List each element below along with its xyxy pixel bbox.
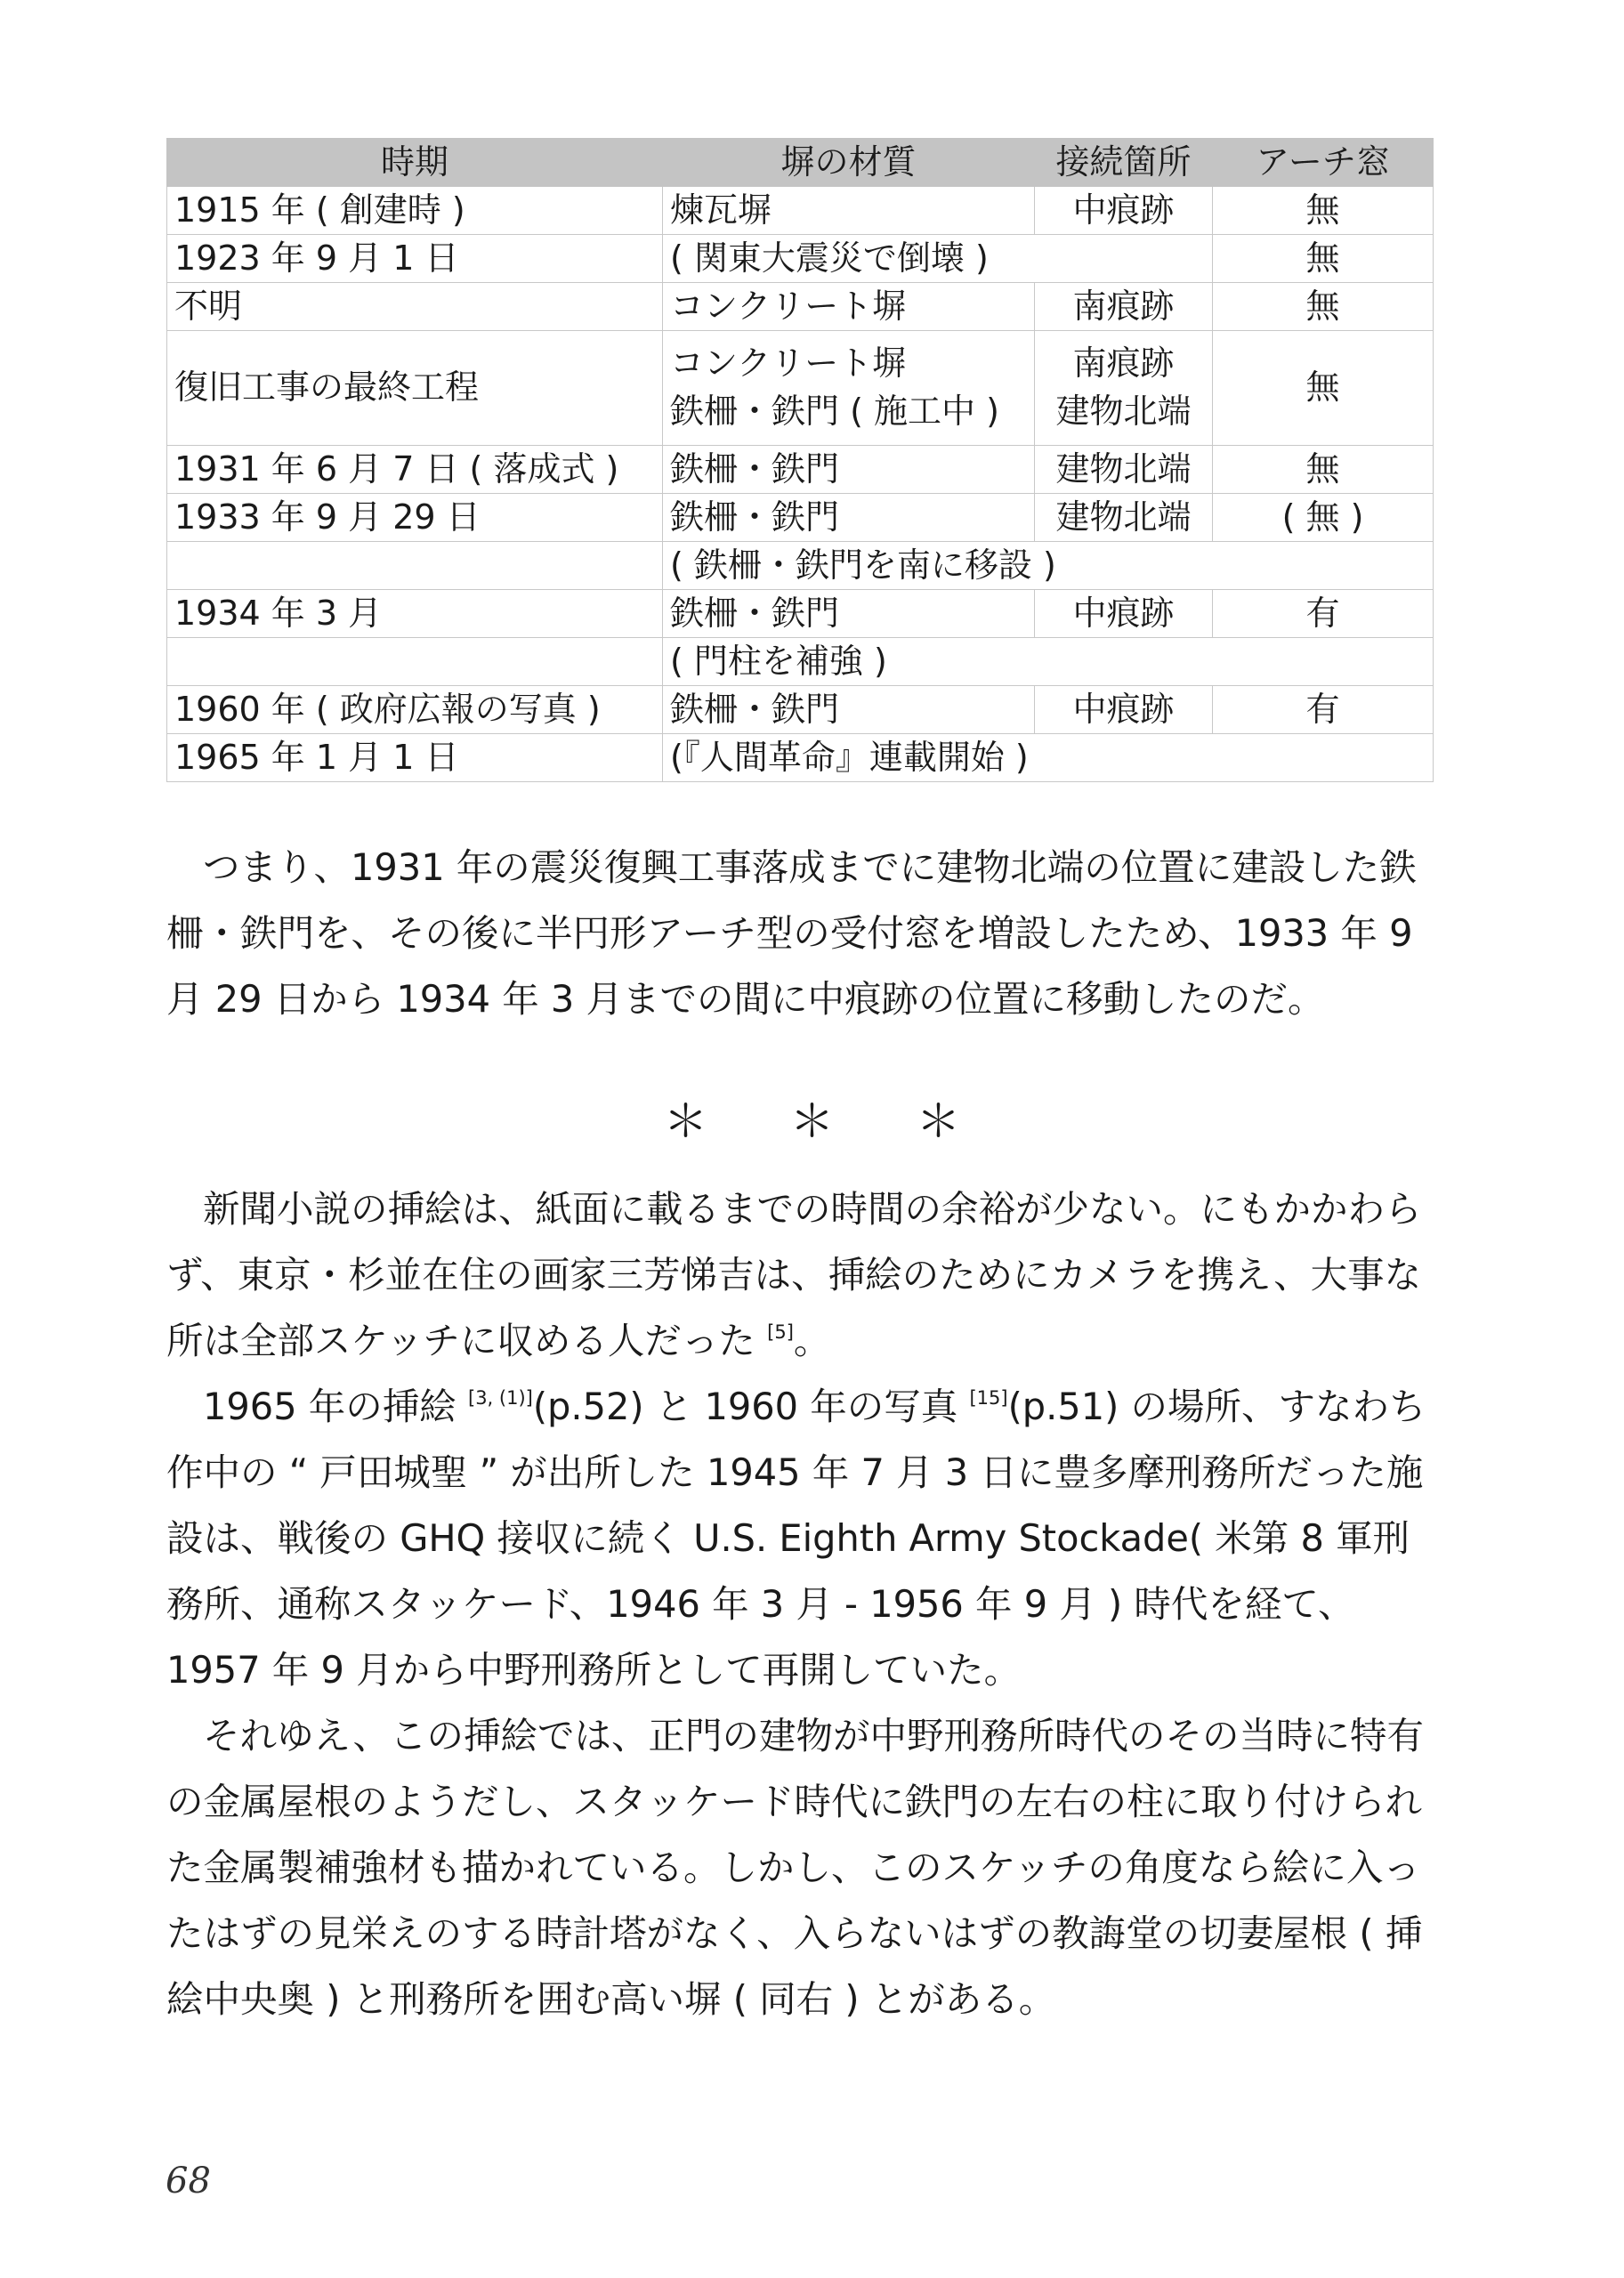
cell-connection-line: 南痕跡	[1072, 343, 1175, 384]
table-row	[167, 638, 1434, 686]
cell-material: 鉄柵・鉄門	[663, 590, 1035, 638]
cell-material: 鉄柵・鉄門	[663, 446, 1035, 494]
body-text	[166, 1176, 1433, 2032]
paragraph-text: (p.52) と 1960 年の写真	[532, 1385, 970, 1428]
paragraph-text: 1965 年の挿絵	[203, 1385, 468, 1428]
cell-connection-stack	[1042, 343, 1205, 432]
cell-material: コンクリート塀	[663, 283, 1035, 331]
summary-section	[166, 835, 1433, 1032]
cell-period: 1931 年 6 月 7 日 ( 落成式 )	[167, 446, 663, 494]
asterisk: ＊	[916, 1095, 961, 1147]
cell-arch: 無	[1213, 331, 1434, 446]
table-row	[167, 686, 1434, 734]
cell-connection: 南痕跡	[1035, 283, 1213, 331]
cell-connection: 中痕跡	[1035, 686, 1213, 734]
cell-note: (『人間革命』連載開始 )	[663, 734, 1434, 782]
cell-arch: 無	[1213, 283, 1434, 331]
citation: [15]	[969, 1387, 1008, 1409]
asterisk: ＊	[663, 1095, 708, 1147]
cell-arch: 有	[1213, 590, 1434, 638]
section-divider	[0, 1086, 1624, 1150]
summary-paragraph: つまり、1931 年の震災復興工事落成までに建物北端の位置に建設した鉄柵・鉄門を、その後に半円形アーチ型の受付窓を増設したため、1933 年 9 月 29 日から 1934 年 3 月までの間に中痕跡の位置に移動したのだ。	[166, 845, 1417, 1021]
cell-material-stack	[670, 343, 1027, 432]
cell-connection: 中痕跡	[1035, 590, 1213, 638]
header-material: 塀の材質	[663, 139, 1035, 187]
table-header-row	[167, 139, 1434, 187]
asterisk: ＊	[789, 1095, 835, 1147]
cell-material-line: コンクリート塀	[670, 343, 907, 384]
cell-connection: 建物北端	[1035, 446, 1213, 494]
cell-material: 鉄柵・鉄門	[663, 686, 1035, 734]
cell-period: 1915 年 ( 創建時 )	[167, 187, 663, 235]
cell-period: 1965 年 1 月 1 日	[167, 734, 663, 782]
header-connection: 接続箇所	[1035, 139, 1213, 187]
cell-connection	[1035, 331, 1213, 446]
table-row	[167, 446, 1434, 494]
cell-arch: 無	[1213, 446, 1434, 494]
header-period: 時期	[167, 139, 663, 187]
cell-period: 不明	[167, 283, 663, 331]
cell-material: 煉瓦塀	[663, 187, 1035, 235]
table-row	[167, 494, 1434, 542]
cell-period: 1933 年 9 月 29 日	[167, 494, 663, 542]
header-arch-window: アーチ窓	[1213, 139, 1434, 187]
cell-connection-line: 建物北端	[1055, 392, 1192, 431]
citation: [3, (1)]	[468, 1387, 533, 1409]
paragraph-text: (p.51) の場所、すなわち作中の “ 戸田城聖 ” が出所した 1945 年 7 月 3 日に豊多摩刑務所だった施設は、戦後の GHQ 接収に続く U.S. Eighth Army Stockade( 米第 8 軍刑務所、通称スタッケード、1946 年 3 月 - 1956 年 9 月 ) 時代を経て、1957 年 9 月から中野刑務所として再開していた。	[166, 1385, 1426, 1692]
table-row	[167, 590, 1434, 638]
cell-period: 1960 年 ( 政府広報の写真 )	[167, 686, 663, 734]
cell-material: 鉄柵・鉄門	[663, 494, 1035, 542]
cell-material	[663, 331, 1035, 446]
cell-arch: 無	[1213, 187, 1434, 235]
cell-note: ( 鉄柵・鉄門を南に移設 )	[663, 542, 1434, 590]
paragraph-text: 。	[793, 1319, 831, 1362]
cell-connection: 中痕跡	[1035, 187, 1213, 235]
cell-period: 1923 年 9 月 1 日	[167, 235, 663, 283]
table-row	[167, 235, 1434, 283]
table-row	[167, 734, 1434, 782]
cell-period-empty	[167, 638, 663, 686]
cell-period: 1934 年 3 月	[167, 590, 663, 638]
paragraph	[166, 1176, 1433, 1374]
cell-period: 復旧工事の最終工程	[167, 331, 663, 446]
paragraph: それゆえ、この挿絵では、正門の建物が中野刑務所時代のその当時に特有の金属屋根のようだし、スタッケード時代に鉄門の左右の柱に取り付けられた金属製補強材も描かれている。しかし、このスケッチの角度なら絵に入ったはずの見栄えのする時計塔がなく、入らないはずの教誨堂の切妻屋根 ( 挿絵中央奥 ) と刑務所を囲む高い塀 ( 同右 ) とがある。	[166, 1714, 1424, 2021]
paragraph	[166, 1374, 1433, 1703]
cell-arch: 無	[1213, 235, 1434, 283]
table-row	[167, 187, 1434, 235]
table-row	[167, 283, 1434, 331]
cell-period-empty	[167, 542, 663, 590]
cell-material-line: 鉄柵・鉄門 ( 施工中 )	[670, 392, 999, 431]
cell-connection: 建物北端	[1035, 494, 1213, 542]
page-number: 68	[166, 2161, 211, 2201]
table-row	[167, 542, 1434, 590]
cell-material: ( 関東大震災で倒壊 )	[663, 235, 1213, 283]
table-row	[167, 331, 1434, 446]
citation: [5]	[767, 1321, 794, 1343]
paragraph-text: 新聞小説の挿絵は、紙面に載るまでの時間の余裕が少ない。にもかかわらず、東京・杉並在住の画家三芳悌吉は、挿絵のためにカメラを携え、大事な所は全部スケッチに収める人だった	[166, 1187, 1422, 1362]
cell-arch: ( 無 )	[1213, 494, 1434, 542]
timeline-table	[166, 138, 1434, 782]
cell-arch: 有	[1213, 686, 1434, 734]
cell-note: ( 門柱を補強 )	[663, 638, 1434, 686]
